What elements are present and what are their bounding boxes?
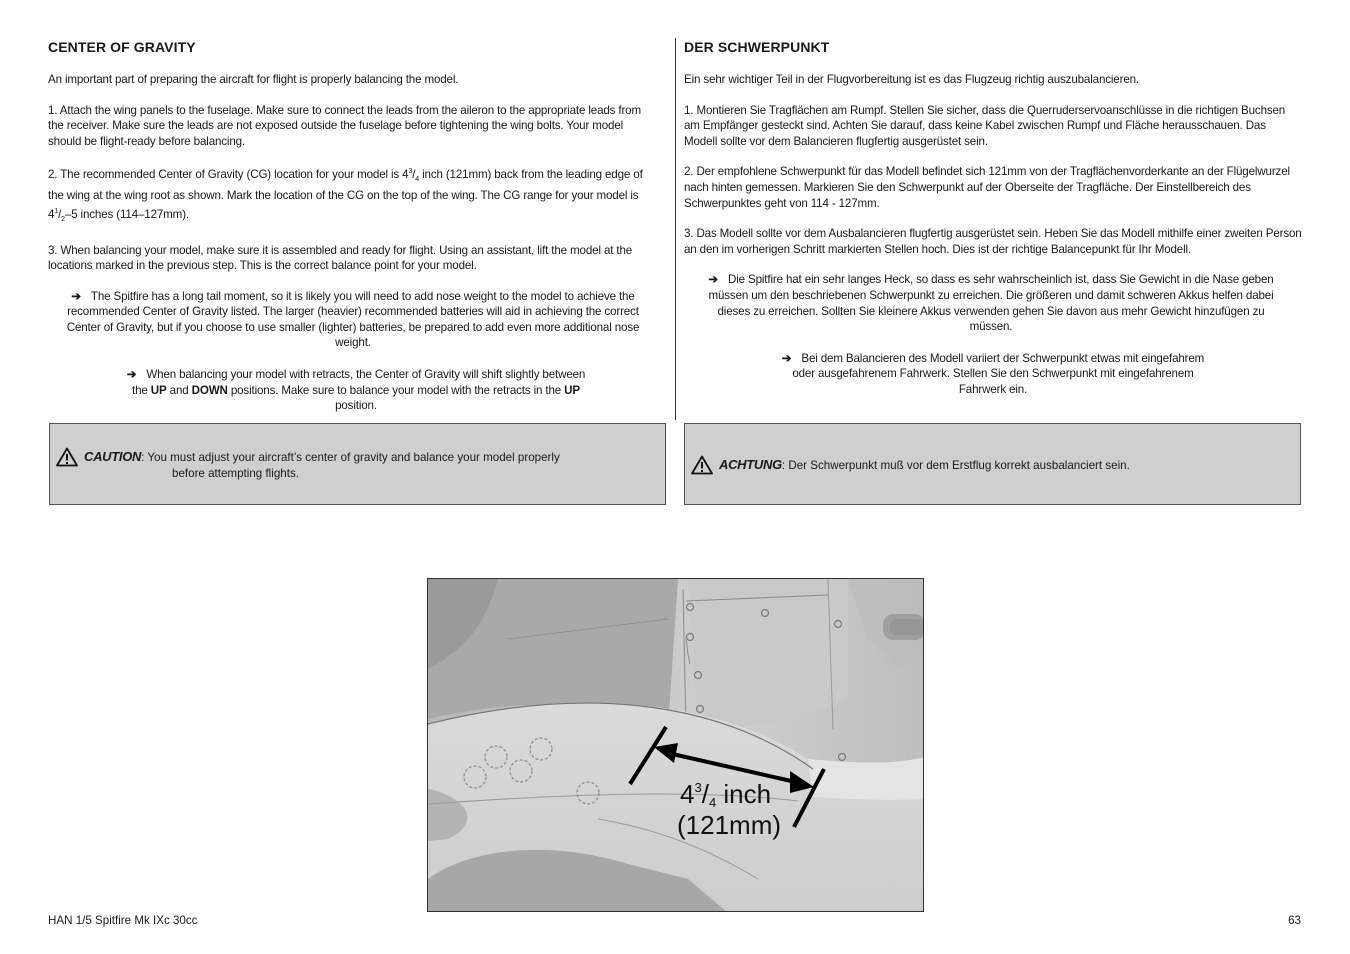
warning-triangle-icon xyxy=(56,447,78,467)
tip-note-tail-moment: ➔ The Spitfire has a long tail moment, so it is likely you will need to add nose weight to the model to achieve the recommended Center of Gravity listed. The larger (heavier) recommended batteries will aid in achieving the correct Center of Gravity, but if you choose to use smaller (lighter) batteries, be prepared to add even more additional nose weight. xyxy=(66,289,640,350)
caution-box xyxy=(49,423,666,505)
achtung-text: : Der Schwerpunkt muß vor dem Erstflug korrekt ausbalanciert sein. xyxy=(781,459,1130,472)
arrow-right-icon: ➔ xyxy=(126,368,137,382)
german-column xyxy=(684,38,1302,414)
step-3: 3. When balancing your model, make sure it is assembled and ready for flight. Using an assistant, lift the model at the locations marked in the previous step. This is the correct balance point for your model. xyxy=(48,243,633,273)
intro-paragraph: An important part of preparing the aircraft for flight is properly balancing the model. xyxy=(48,73,459,86)
caution-label: CAUTION xyxy=(84,449,142,464)
achtung-label: ACHTUNG xyxy=(719,457,782,472)
intro-paragraph: Ein sehr wichtiger Teil in der Flugvorbereitung ist es das Flugzeug richtig auszubalancieren. xyxy=(684,73,1139,86)
section-heading: DER SCHWERPUNKT xyxy=(684,39,830,55)
caution-text: : You must adjust your aircraft’s center of gravity and balance your model properly xyxy=(141,451,560,464)
cg-location-photo xyxy=(427,578,924,912)
section-heading: CENTER OF GRAVITY xyxy=(48,39,196,55)
step-1: 1. Montieren Sie Tragflächen am Rumpf. Stellen Sie sicher, dass die Querruderservoanschlüsse in die richtigen Buchsen am Empfänger gesteckt sind. Achten Sie darauf, dass keine Kabel zwischen Rumpf und Fläche herausschauen. Das Modell sollte vor dem Balancieren flugfertig ausgerüstet sein. xyxy=(684,103,1286,148)
tip-note-retracts: ➔ Bei dem Balancieren des Modell variiert der Schwerpunkt etwas mit eingefahrem oder ausgefahrenem Fahrwerk. Stellen Sie den Schwerpunkt mit eingefahrenem Fahrwerk ein. xyxy=(781,351,1205,396)
wing-root-illustration xyxy=(428,579,924,912)
caution-text-continued: before attempting flights. xyxy=(172,467,299,480)
page-number: 63 xyxy=(1288,914,1301,927)
english-column xyxy=(48,38,654,430)
arrow-right-icon: ➔ xyxy=(781,351,792,365)
step-2: 2. The recommended Center of Gravity (CG) location for your model is $4^3/_4$ inch (121mm) back from the leading edge of the wing at the wing root as shown. Mark the location of the CG on the top of the wing. The CG range for your model is $4^1/_2-5$ inches (114–127mm). xyxy=(48,168,643,223)
tip-note-tail-moment: ➔ Die Spitfire hat ein sehr langes Heck, so dass es sehr wahrscheinlich ist, dass Sie Gewicht in die Nase geben müssen um den beschriebenen Schwerpunkt zu erreichen. Die größeren und damit schweren Akkus helfen dabei dieses zu erreichen. Sollten Sie kleinere Akkus verwenden gehen Sie davon aus mehr Gewicht hinzufügen zu müssen. xyxy=(708,273,1274,334)
step-2: 2. Der empfohlene Schwerpunkt für das Modell befindet sich 121mm von der Tragflächenvorderkante an der Flügelwurzel nach hinten gemessen. Markieren Sie den Schwerpunkt auf der Oberseite der Tragfläche. Der Einstellbereich des Schwerpunktes geht von 114 - 127mm. xyxy=(684,165,1290,210)
arrow-right-icon: ➔ xyxy=(708,273,718,287)
achtung-box xyxy=(684,423,1301,505)
photo-label-metric: (121mm) xyxy=(677,810,782,840)
arrow-right-icon: ➔ xyxy=(71,289,81,303)
step-1: 1. Attach the wing panels to the fuselage. Make sure to connect the leads from the aileron to the appropriate leads from the receiver. Make sure the leads are not exposed outside the fuselage before tightening the wing bolts. Your model should be flight-ready before balancing. xyxy=(48,103,641,148)
tip-note-retracts: ➔ When balancing your model with retracts, the Center of Gravity will shift slightly between the UP and DOWN positions. Make sure to balance your model with the retracts in the UP position. xyxy=(126,368,586,413)
warning-triangle-icon xyxy=(691,455,713,475)
photo-label-fraction: $4^3/4$ inch xyxy=(680,779,772,810)
column-divider xyxy=(675,38,676,420)
step-3: 3. Das Modell sollte vor dem Ausbalancieren flugfertig ausgerüstet sein. Heben Sie das Modell mithilfe einer zweiten Person an den im vorherigen Schritt markierten Stellen hoch. Dies ist der richtige Balancepunkt für Ihr Modell. xyxy=(684,227,1302,256)
footer-manual-title: HAN 1/5 Spitfire Mk IXc 30cc xyxy=(48,914,198,927)
